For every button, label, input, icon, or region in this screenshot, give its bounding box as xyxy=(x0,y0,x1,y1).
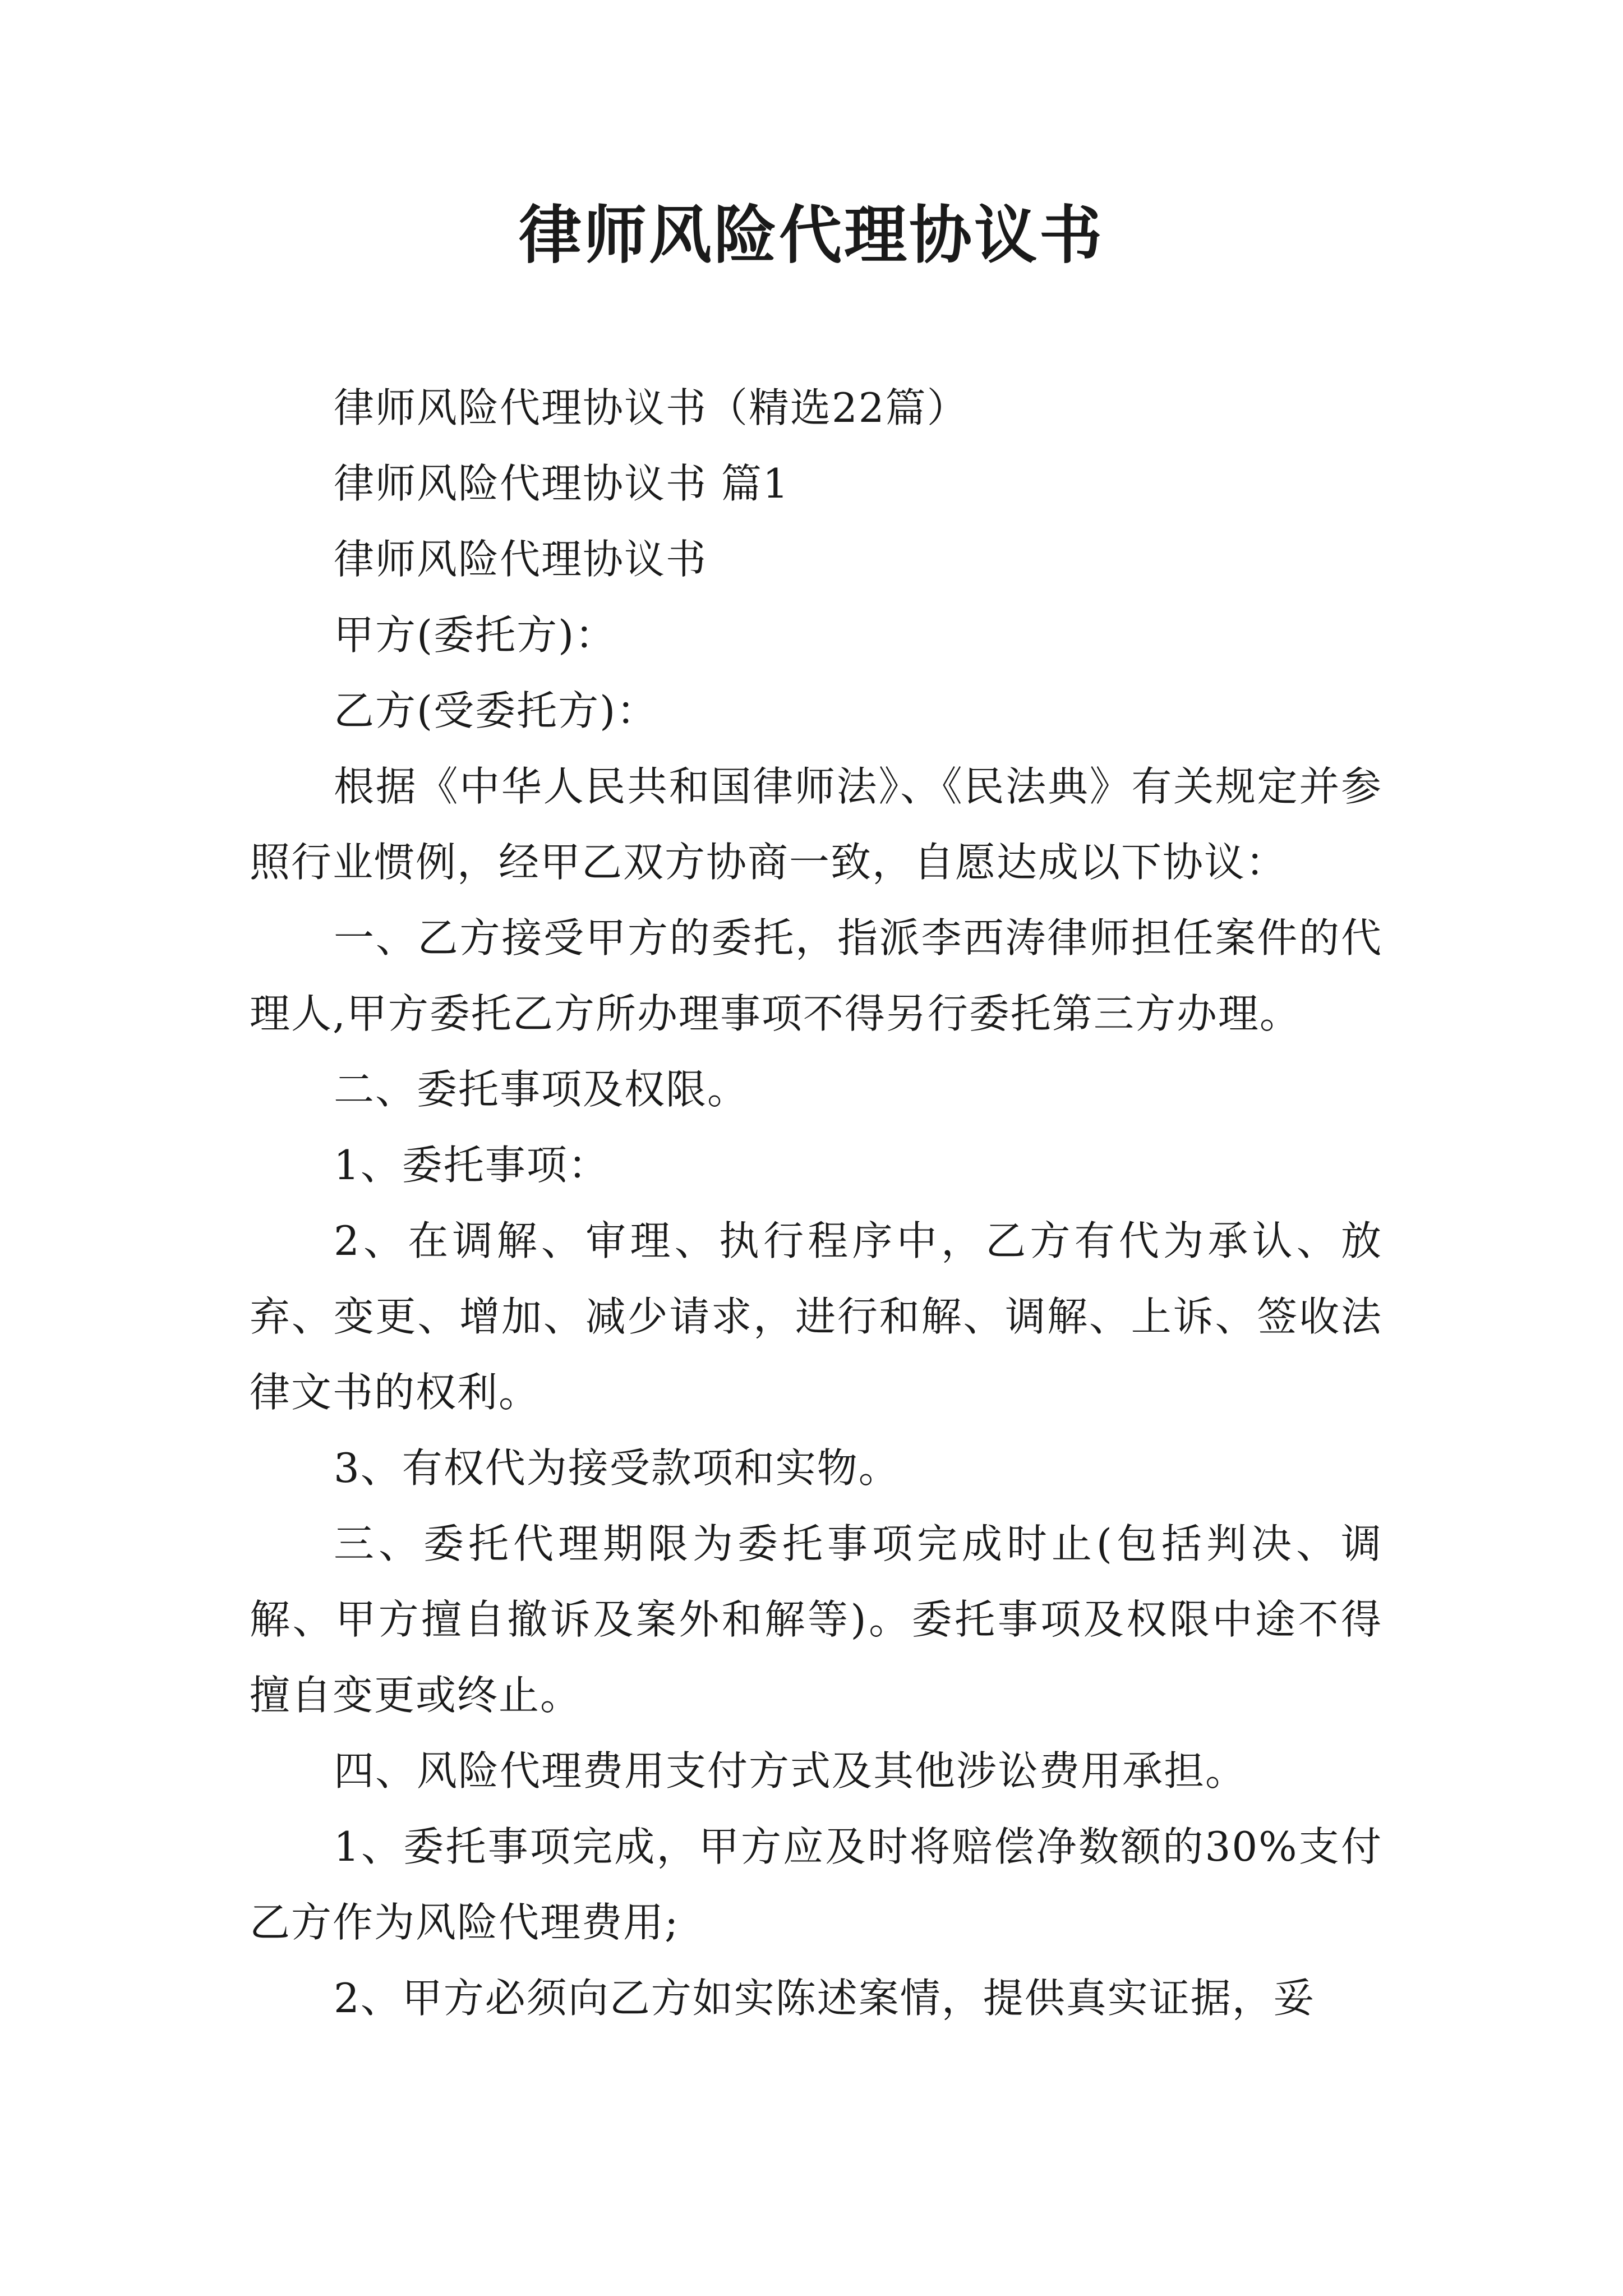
paragraph-clause-2-item-1: 1、委托事项： xyxy=(334,1142,610,1189)
paragraph-clause-2-item-3: 3、有权代为接受款项和实物。 xyxy=(334,1444,900,1492)
paragraph-clause-4: 四、风险代理费用支付方式及其他涉讼费用承担。 xyxy=(334,1747,1247,1795)
paragraph-clause-2-item-2: 2、在调解、审理、执行程序中，乙方有代为承认、放弃、变更、增加、减少请求，进行和解、调解、上诉、签收法律文书的权利。 xyxy=(250,1217,1382,1416)
paragraph-section-heading: 律师风险代理协议书 篇1 xyxy=(334,460,790,507)
paragraph-party-b: 乙方(受委托方)： xyxy=(334,687,658,734)
paragraph-clause-2: 二、委托事项及权限。 xyxy=(334,1066,749,1113)
paragraph-clause-4-item-2: 2、甲方必须向乙方如实陈述案情，提供真实证据，妥 xyxy=(334,1975,1315,2022)
paragraph-clause-1: 一、乙方接受甲方的委托，指派李西涛律师担任案件的代理人,甲方委托乙方所办理事项不得另行委托第三方办理。 xyxy=(250,914,1382,1037)
document-title: 律师风险代理协议书 xyxy=(519,199,1104,272)
paragraph-preamble: 根据《中华人民共和国律师法》、《民法典》有关规定并参照行业惯例，经甲乙双方协商一致，自愿达成以下协议： xyxy=(250,763,1382,886)
document-body xyxy=(250,370,1382,2036)
paragraph-clause-3: 三、委托代理期限为委托事项完成时止(包括判决、调解、甲方擅自撤诉及案外和解等)。委托事项及权限中途不得擅自变更或终止。 xyxy=(250,1520,1382,1719)
paragraph-agreement-name: 律师风险代理协议书 xyxy=(334,536,708,583)
paragraph-clause-4-item-1: 1、委托事项完成，甲方应及时将赔偿净数额的30%支付乙方作为风险代理费用; xyxy=(250,1823,1382,1946)
paragraph-subtitle: 律师风险代理协议书（精选22篇） xyxy=(334,384,969,431)
paragraph-party-a: 甲方(委托方)： xyxy=(334,611,617,659)
